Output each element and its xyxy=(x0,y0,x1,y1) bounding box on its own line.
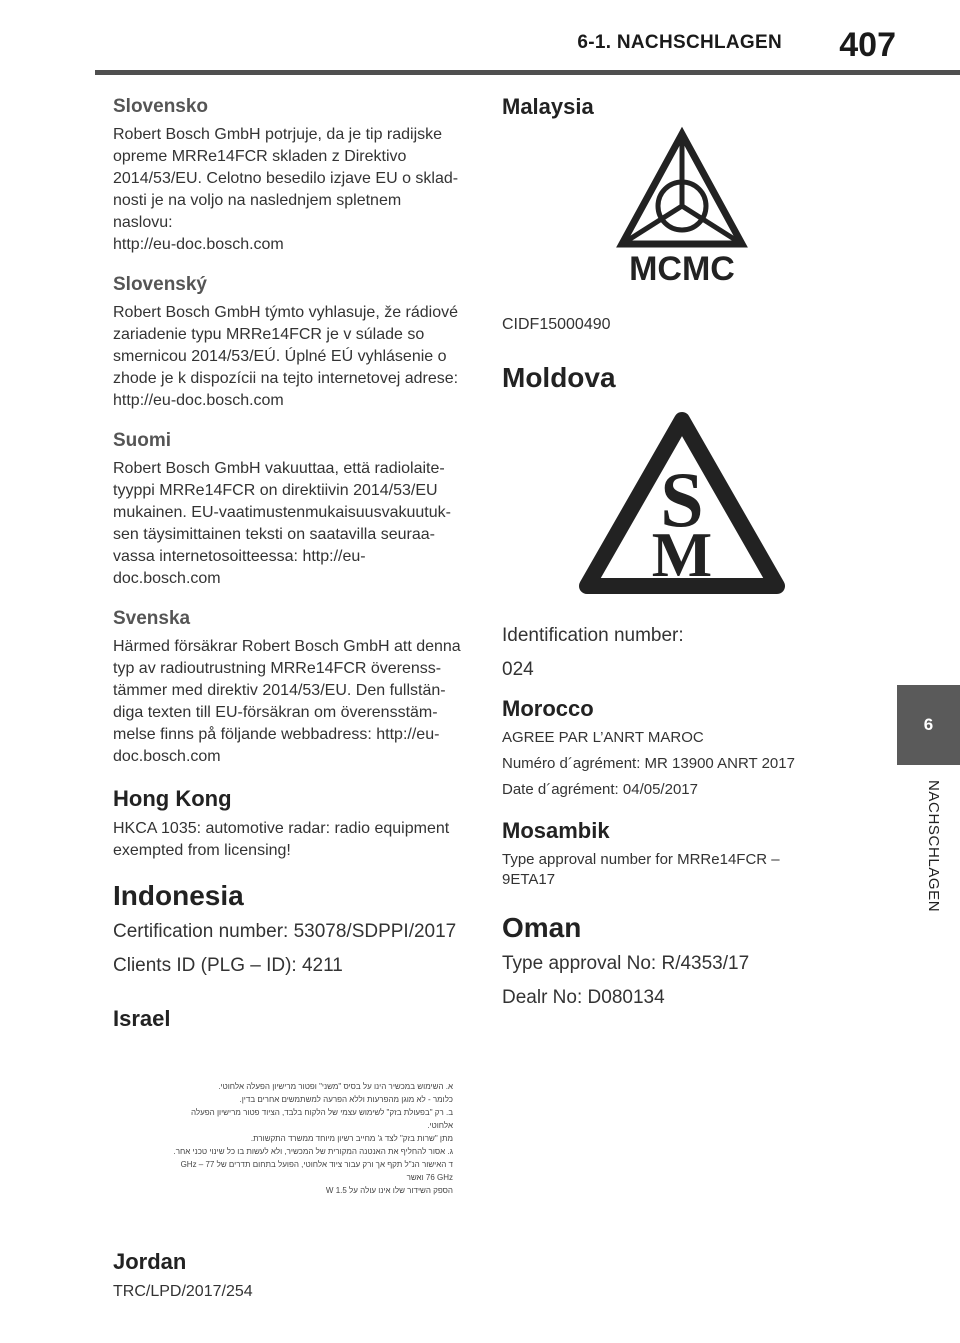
text-line: Date d´agrément: 04/05/2017 xyxy=(502,781,698,798)
chapter-tab[interactable]: 6 xyxy=(897,685,960,765)
text-line: zariadenie typu MRRe14FCR je v súlade so xyxy=(113,326,425,343)
sm-logo-icon xyxy=(577,408,787,598)
svg-text:S: S xyxy=(660,456,704,543)
section-suomi xyxy=(113,430,465,590)
right-column xyxy=(502,94,862,1020)
text-line: tämmer med direktiv 2014/53/EU. Den fullstän- xyxy=(113,682,446,699)
dealer-number: Dealr No: D080134 xyxy=(502,987,665,1008)
text-line: http://eu-doc.bosch.com xyxy=(113,392,284,409)
text-line: smernicou 2014/53/EÚ. Úplné EÚ vyhlásenie o xyxy=(113,348,447,365)
text-line: tyyppi MRRe14FCR on direktiivin 2014/53/EU xyxy=(113,482,438,499)
svg-text:M: M xyxy=(651,519,713,590)
text-line: Numéro d´agrément: MR 13900 ANRT 2017 xyxy=(502,755,795,772)
text-line: exempted from licensing! xyxy=(113,842,291,859)
text-line: 9ETA17 xyxy=(502,871,556,888)
certification-number: Certification number: 53078/SDPPI/2017 xyxy=(113,921,457,942)
section-oman xyxy=(502,912,862,1010)
mcmc-logo-icon xyxy=(587,126,777,286)
section-heading: Suomi xyxy=(113,430,172,451)
left-column xyxy=(113,96,465,1303)
text-line: doc.bosch.com xyxy=(113,570,221,587)
header-rule xyxy=(95,70,960,75)
text-line: Robert Bosch GmbH potrjuje, da je tip radijske xyxy=(113,126,443,143)
section-hongkong xyxy=(113,786,465,862)
section-heading: Morocco xyxy=(502,696,594,721)
type-approval: Type approval No: R/4353/17 xyxy=(502,953,750,974)
body-text xyxy=(113,818,465,862)
section-moldova xyxy=(502,362,862,682)
text-line: הספק השידור שלו אינו עולה על 1.5 W xyxy=(325,1186,453,1195)
text-line: nosti je na voljo na naslednjem spletnem naslovu: xyxy=(113,192,402,231)
text-line: ב. רק "בפעולת בזק" לשימוש עצמי של הלקוח בלבד, הציוד פטור מרישיון הפעלה אלחוטי. xyxy=(190,1108,453,1130)
text-line: Robert Bosch GmbH vakuuttaa, että radiolaite- xyxy=(113,460,445,477)
text-line: vassa internetosoitteessa: http://eu- xyxy=(113,548,366,565)
text-line: AGREE PAR L’ANRT MAROC xyxy=(502,729,704,746)
section-jordan xyxy=(113,1249,465,1303)
text-line: כלומר - לא מוגן מהפרעות וללא הפרעה למשתמשים אחרים בדין. xyxy=(239,1095,453,1104)
text-line: HKCA 1035: automotive radar: radio equipment xyxy=(113,820,450,837)
text-line: Härmed försäkrar Robert Bosch GmbH att denna xyxy=(113,638,461,655)
moldova-id-value: 024 xyxy=(502,659,534,680)
text-line: sen täysimittainen teksti on saatavilla seuraa- xyxy=(113,526,435,543)
body-text: TRC/LPD/2017/254 xyxy=(113,1283,253,1300)
section-heading: Oman xyxy=(502,912,582,943)
text-line: Type approval number for MRRe14FCR – xyxy=(502,851,780,868)
section-heading: Svenska xyxy=(113,608,191,629)
section-title: 6-1. NACHSCHLAGEN xyxy=(577,32,782,53)
section-heading: Jordan xyxy=(113,1249,187,1274)
section-israel xyxy=(113,1006,465,1197)
text-line: ד האישור הנ"ל תקף אך ורק עבור ציוד אלחוטי, הפועל בתחום תדרים של 77 GHz – 76 GHz ואשר xyxy=(180,1160,453,1182)
page-number: 407 xyxy=(839,26,896,64)
svg-text:MCMC: MCMC xyxy=(629,250,735,286)
section-heading: Slovenský xyxy=(113,274,207,295)
text-line: typ av radioutrustning MRRe14FCR överenss- xyxy=(113,660,442,677)
section-malaysia xyxy=(502,94,862,336)
text-line: melse finns på följande webbadress: http://eu- xyxy=(113,726,440,743)
text-line: doc.bosch.com xyxy=(113,748,221,765)
malaysia-id: CIDF15000490 xyxy=(502,316,611,333)
section-svenska xyxy=(113,608,465,768)
section-heading: Hong Kong xyxy=(113,786,232,811)
text-line: מתן "שרות בזק" לצד ג' מחייב רשיון מיוחד ממשרד התקשורת. xyxy=(250,1134,453,1143)
section-heading: Indonesia xyxy=(113,880,244,911)
body-text xyxy=(113,124,465,256)
clients-id: Clients ID (PLG – ID): 4211 xyxy=(113,955,343,976)
text-line: opreme MRRe14FCR skladen z Direktivo xyxy=(113,148,407,165)
text-line: ג. אסור להחליף את האנטנה המקורית של המכשיר, ולא לעשות בו כל שינוי טכני אחר. xyxy=(173,1147,453,1156)
text-line: 2014/53/EU. Celotno besedilo izjave EU o sklad- xyxy=(113,170,459,187)
section-slovensko xyxy=(113,96,465,256)
section-heading: Mosambik xyxy=(502,818,610,843)
text-line: Robert Bosch GmbH týmto vyhlasuje, že rádiové xyxy=(113,304,459,321)
text-line: zhode je k dispozícii na tejto internetovej adrese: xyxy=(113,370,459,387)
israel-notice xyxy=(113,1080,465,1197)
section-heading: Moldova xyxy=(502,362,616,393)
section-slovensky xyxy=(113,274,465,412)
text-line: http://eu-doc.bosch.com xyxy=(113,236,284,253)
section-heading: Israel xyxy=(113,1006,171,1031)
chapter-label: NACHSCHLAGEN xyxy=(925,780,942,913)
text-line: א. השימוש במכשיר הינו על בסיס "משני" ופטור מרישיון הפעלה אלחוטי. xyxy=(218,1082,453,1091)
moldova-id-label: Identification number: xyxy=(502,625,684,646)
text-line: diga texten till EU-försäkran om överensstäm- xyxy=(113,704,438,721)
section-morocco xyxy=(502,696,862,800)
body-text xyxy=(113,636,465,768)
section-heading: Slovensko xyxy=(113,96,209,117)
body-text xyxy=(113,302,465,412)
section-mosambik xyxy=(502,818,862,890)
text-line: mukainen. EU-vaatimustenmukaisuusvakuutuk- xyxy=(113,504,451,521)
section-heading: Malaysia xyxy=(502,94,594,119)
section-indonesia xyxy=(113,880,465,978)
body-text xyxy=(113,458,465,590)
